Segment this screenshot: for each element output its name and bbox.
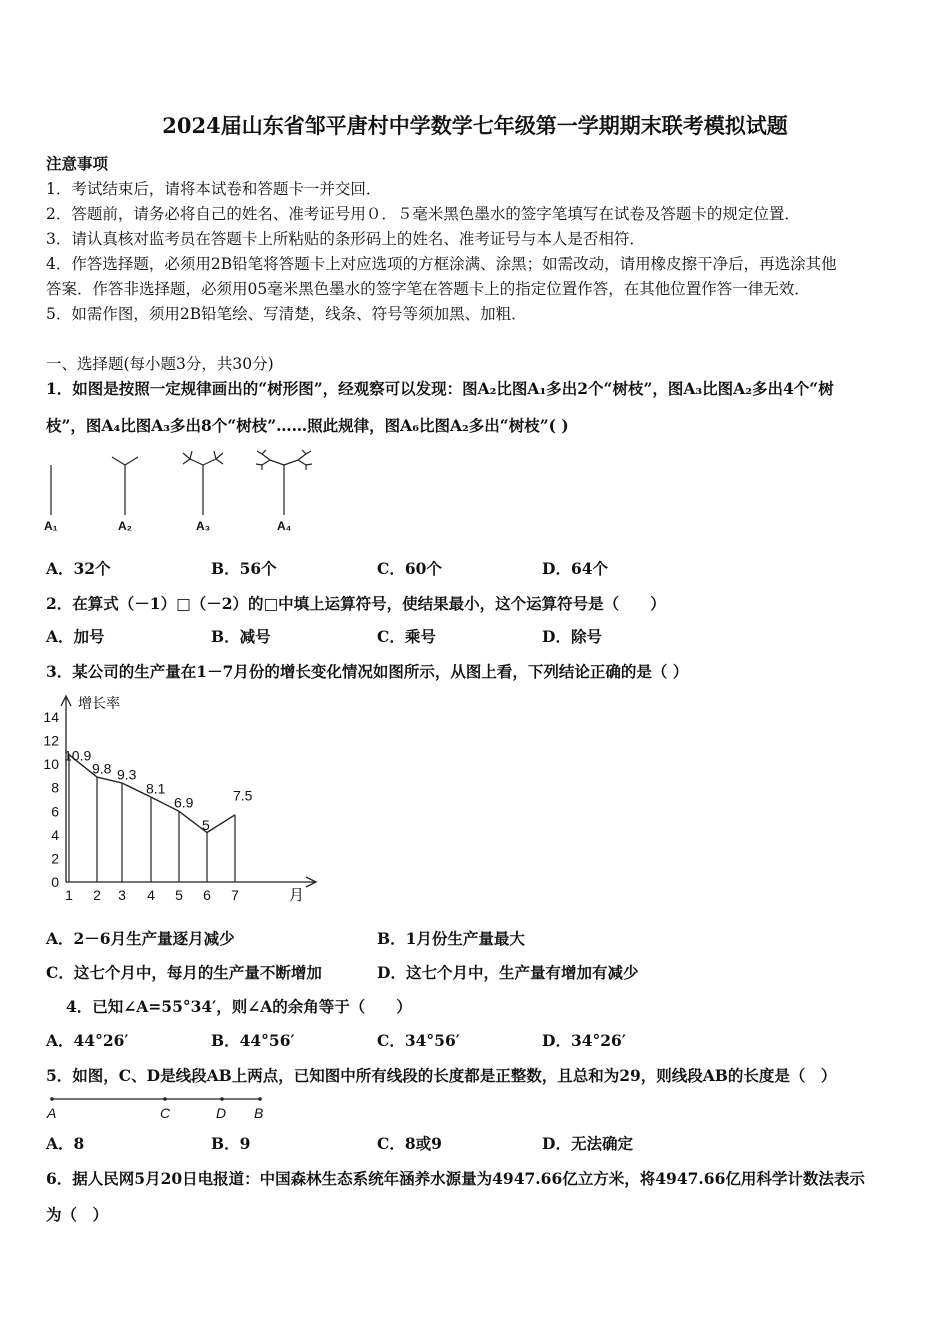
point-b (258, 1097, 262, 1101)
q3-text: 3．某公司的生产量在1－7月份的增长变化情况如图所示，从图上看，下列结论正确的是（ ） (46, 662, 689, 681)
option-d[interactable]: D．64个 (542, 559, 609, 578)
tree-a4-twig (306, 464, 312, 465)
x-tick-label: 3 (118, 887, 126, 903)
q2-text: 2．在算式（－1）□（－2）的□中填上运算符号，使结果最小，这个运算符号是（ ） (46, 594, 666, 613)
tree-a4-branch (262, 454, 270, 460)
point-label: D (216, 1105, 227, 1121)
tree-a3-branch (190, 459, 203, 465)
point-label: B (254, 1105, 264, 1121)
y-tick-label: 8 (51, 779, 59, 796)
option-d[interactable]: D．34°26′ (542, 1031, 626, 1050)
q6-text-line2: 为（ ） (46, 1205, 109, 1224)
figure-label: A₁ (44, 519, 58, 533)
figure-label: A₄ (277, 519, 292, 533)
section-heading: 一、选择题(每小题3分，共30分) (46, 355, 274, 373)
option-c[interactable]: C．34°56′ (377, 1031, 460, 1050)
note-item: 3．请认真核对监考员在答题卡上所粘贴的条形码上的姓名、准考证号与本人是否相符． (46, 230, 645, 248)
option-c[interactable]: C．8或9 (377, 1134, 442, 1153)
option-b[interactable]: B．减号 (211, 627, 271, 646)
option-b[interactable]: B．56个 (211, 559, 277, 578)
point-label: A (47, 1105, 57, 1121)
note-item: 答案．作答非选择题，必须用05毫米黑色墨水的签字笔在答题卡上的指定位置作答，在其他位置作答一律无效． (46, 280, 810, 298)
point-label: C (160, 1105, 171, 1121)
y-tick-label: 6 (51, 803, 59, 820)
y-tick-label: 4 (51, 826, 59, 843)
option-a[interactable]: A．44°26′ (46, 1031, 129, 1050)
figure-label: A₂ (118, 519, 132, 533)
x-tick-label: 5 (175, 887, 183, 903)
figure-label: A₃ (196, 519, 211, 533)
tree-a3-branch (183, 459, 190, 464)
tree-a3-branch (216, 459, 223, 464)
option-a[interactable]: A．2－6月生产量逐月减少 (46, 929, 235, 948)
tree-a3-branch (190, 451, 192, 459)
segment-figure (40, 1090, 280, 1126)
option-a[interactable]: A．加号 (46, 627, 105, 646)
option-c[interactable]: C．这七个月中，每月的生产量不断增加 (46, 963, 322, 982)
option-a[interactable]: A．32个 (46, 559, 111, 578)
y-tick-label: 0 (51, 874, 59, 890)
note-item: 1．考试结束后，请将本试卷和答题卡一并交回． (46, 180, 382, 198)
tree-a4-branch (262, 460, 270, 465)
page-title: 2024届山东省邹平唐村中学数学七年级第一学期期末联考模拟试题 (162, 113, 788, 138)
data-label: 5 (202, 817, 210, 834)
q4-text: 4．已知∠A=55°34′，则∠A的余角等于（ ） (66, 997, 412, 1016)
tree-a4-branch (298, 454, 306, 460)
x-tick-label: 4 (147, 887, 155, 903)
notes-heading: 注意事项 (46, 154, 109, 173)
x-tick-label: 1 (65, 887, 73, 903)
x-tick-label: 2 (93, 887, 101, 903)
option-d[interactable]: D．除号 (542, 627, 602, 646)
option-a[interactable]: A．8 (46, 1134, 85, 1153)
tree-a4-twig (256, 464, 262, 465)
tree-a4-branch (270, 460, 284, 465)
point-d (220, 1097, 224, 1101)
tree-a4-twig (302, 450, 306, 454)
x-tick-label: 6 (203, 887, 211, 903)
x-tick-label: 7 (231, 887, 239, 903)
q1-text-line2: 枝”，图A₄比图A₃多出8个“树枝”……照此规律，图A₆比图A₂多出“树枝”( ) (46, 416, 569, 435)
tree-a4-twig (262, 450, 266, 454)
point-a (50, 1097, 54, 1101)
q1-text-line1: 1．如图是按照一定规律画出的“树形图”，经观察可以发现：图A₂比图A₁多出2个“树枝”，图A₃比图A₂多出4个“树 (46, 379, 834, 398)
y-tick-label: 2 (51, 850, 59, 867)
y-tick-label: 10 (43, 756, 59, 773)
data-label: 10.9 (64, 747, 92, 764)
data-label: 9.3 (117, 766, 137, 783)
note-item: 2．答题前，请务必将自己的姓名、准考证号用０．５毫米黑色墨水的签字笔填写在试卷及答题卡的规定位置． (46, 205, 800, 223)
tree-a4-twig (257, 451, 262, 454)
option-b[interactable]: B．44°56′ (211, 1031, 295, 1050)
option-d[interactable]: D．这七个月中，生产量有增加有减少 (377, 963, 639, 982)
note-item: 4．作答选择题，必须用2B铅笔将答题卡上对应选项的方框涂满、涂黑；如需改动，请用橡皮擦干净后，再选涂其他 (46, 255, 837, 273)
y-tick-label: 14 (43, 709, 59, 725)
tree-a4-twig (306, 451, 311, 454)
tree-a3-branch (214, 451, 216, 459)
growth-chart (40, 688, 330, 910)
x-axis-label: 月 (289, 887, 305, 904)
option-c[interactable]: C．乘号 (377, 627, 436, 646)
point-c (163, 1097, 167, 1101)
data-label: 8.1 (146, 780, 166, 797)
tree-a3-branch (203, 459, 216, 465)
tree-a3-branch (216, 453, 223, 459)
data-label: 7.5 (233, 787, 253, 804)
tree-a2-branch (112, 457, 125, 465)
option-b[interactable]: B．1月份生产量最大 (377, 929, 525, 948)
tree-figure (40, 450, 340, 540)
y-tick-label: 12 (43, 732, 59, 749)
option-b[interactable]: B．9 (211, 1134, 251, 1153)
y-axis-label: 增长率 (78, 695, 120, 711)
data-label: 6.9 (174, 794, 194, 811)
tree-a4-branch (284, 460, 298, 465)
q5-text: 5．如图，C、D是线段AB上两点，已知图中所有线段的长度都是正整数，且总和为29，则线段AB的长度是（ ） (46, 1066, 837, 1085)
tree-a3-branch (183, 453, 190, 459)
tree-a2-branch (125, 457, 138, 465)
option-c[interactable]: C．60个 (377, 559, 442, 578)
q6-text-line1: 6．据人民网5月20日电报道：中国森林生态系统年涵养水源量为4947.66亿立方米，将4947.66亿用科学计数法表示 (46, 1169, 865, 1188)
data-label: 9.8 (92, 760, 112, 777)
tree-a4-branch (298, 460, 306, 465)
note-item: 5．如需作图，须用2B铅笔绘、写清楚，线条、符号等须加黑、加粗． (46, 305, 527, 323)
option-d[interactable]: D．无法确定 (542, 1134, 633, 1153)
